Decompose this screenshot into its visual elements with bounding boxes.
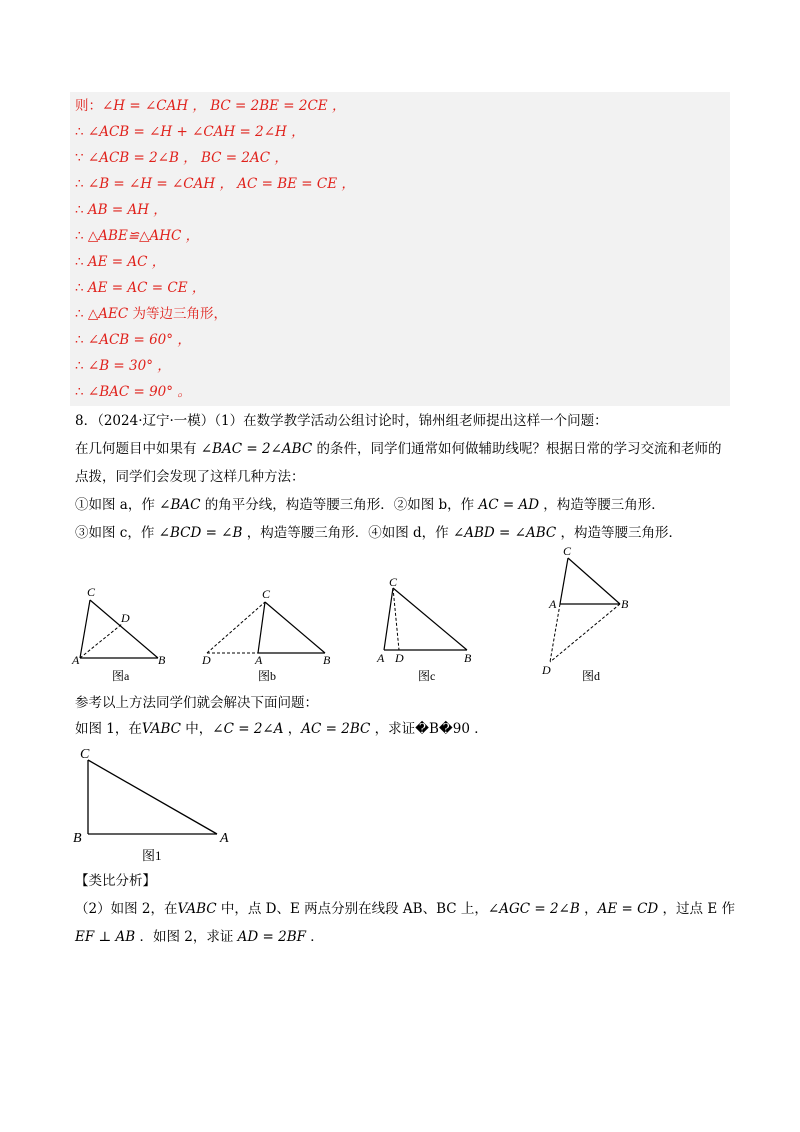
fig-c-label-a: A bbox=[377, 651, 385, 665]
problem-line-3: 点拨，同学们会发现了这样几种方法： bbox=[75, 469, 305, 485]
fig-d-label-b: B bbox=[621, 597, 629, 611]
problem-heading: 8．（2024·辽宁·一模）（1）在数学教学活动公组讨论时，锦州组老师提出这样一个问题： bbox=[75, 413, 608, 429]
fig-b-label-d: D bbox=[202, 653, 211, 667]
figure1-statement: 如图 1，在VABC 中，∠C = 2∠A ，AC = 2BC ，求证�B�90 ． bbox=[75, 721, 488, 737]
question-2-line-2: EF ⊥ AB ．如图 2，求证 AD = 2BF ． bbox=[75, 929, 324, 945]
problem-line-5: ③如图 c，作 ∠BCD = ∠B ，构造等腰三角形．④如图 d，作 ∠ABD = ∠ABC ，构造等腰三角形． bbox=[75, 525, 682, 541]
solution-line-8: ∴ AE = AC = CE ， bbox=[75, 280, 206, 296]
fig-d-label-a: A bbox=[549, 597, 557, 611]
solution-line-12: ∴ ∠BAC = 90° 。 bbox=[75, 384, 191, 400]
analogy-title: 【类比分析】 bbox=[75, 873, 156, 889]
solution-line-3: ∵ ∠ACB = 2∠B ， BC = 2AC ， bbox=[75, 150, 288, 166]
solution-line-6: ∴ △ABE≌△AHC ， bbox=[75, 228, 200, 244]
fig-a-label-d: D bbox=[121, 611, 130, 625]
figures-a-to-d bbox=[0, 540, 800, 690]
fig-b-label-b: B bbox=[323, 653, 331, 667]
fig-a-label-b: B bbox=[158, 653, 166, 667]
solution-line-9: ∴ △AEC 为等边三角形， bbox=[75, 306, 228, 322]
problem-line-4: ①如图 a，作 ∠BAC 的角平分线，构造等腰三角形．②如图 b，作 AC = AD ，构造等腰三角形． bbox=[75, 497, 665, 513]
fig-d-label-d: D bbox=[542, 663, 551, 677]
fig1-label-b: B bbox=[73, 831, 82, 846]
solution-line-1: 则：∠H = ∠CAH ， BC = 2BE = 2CE ， bbox=[75, 98, 346, 114]
fig-d-caption: 图d bbox=[582, 669, 601, 683]
solution-line-4: ∴ ∠B = ∠H = ∠CAH ， AC = BE = CE ， bbox=[75, 176, 355, 192]
fig1-label-a: A bbox=[220, 831, 229, 846]
problem-line-2: 在几何题目中如果有 ∠BAC = 2∠ABC 的条件，同学们通常如何做辅助线呢？根据日常的学习交流和老师的 bbox=[75, 441, 722, 457]
fig-c-label-d: D bbox=[395, 651, 404, 665]
figure-1 bbox=[60, 740, 260, 870]
solution-line-11: ∴ ∠B = 30° ， bbox=[75, 358, 171, 374]
fig-c-label-b: B bbox=[464, 651, 472, 665]
reference-line: 参考以上方法同学们就会解决下面问题： bbox=[75, 695, 318, 711]
solution-line-7: ∴ AE = AC ， bbox=[75, 254, 166, 270]
figure-b bbox=[201, 587, 331, 683]
fig-b-caption: 图b bbox=[258, 669, 277, 683]
figure-a bbox=[71, 585, 166, 683]
fig1-label-c: C bbox=[80, 747, 90, 762]
fig-a-label-a: A bbox=[72, 653, 80, 667]
figure-c bbox=[376, 575, 472, 683]
fig-a-label-c: C bbox=[87, 585, 96, 599]
fig-d-label-c: C bbox=[563, 544, 572, 558]
fig-b-label-c: C bbox=[262, 587, 271, 601]
fig-c-caption: 图c bbox=[418, 669, 436, 683]
solution-line-5: ∴ AB = AH ， bbox=[75, 202, 167, 218]
solution-line-2: ∴ ∠ACB = ∠H + ∠CAH = 2∠H ， bbox=[75, 124, 305, 140]
solution-line-10: ∴ ∠ACB = 60° ， bbox=[75, 332, 191, 348]
fig1-caption: 图1 bbox=[142, 848, 162, 863]
question-2-line-1: （2）如图 2，在VABC 中，点 D、E 两点分别在线段 AB、BC 上，∠AGC = 2∠B ，AE = CD ，过点 E 作 bbox=[75, 901, 735, 917]
figure-d bbox=[541, 544, 629, 683]
fig-a-caption: 图a bbox=[112, 669, 130, 683]
fig-b-label-a: A bbox=[255, 653, 263, 667]
fig-c-label-c: C bbox=[389, 575, 398, 589]
